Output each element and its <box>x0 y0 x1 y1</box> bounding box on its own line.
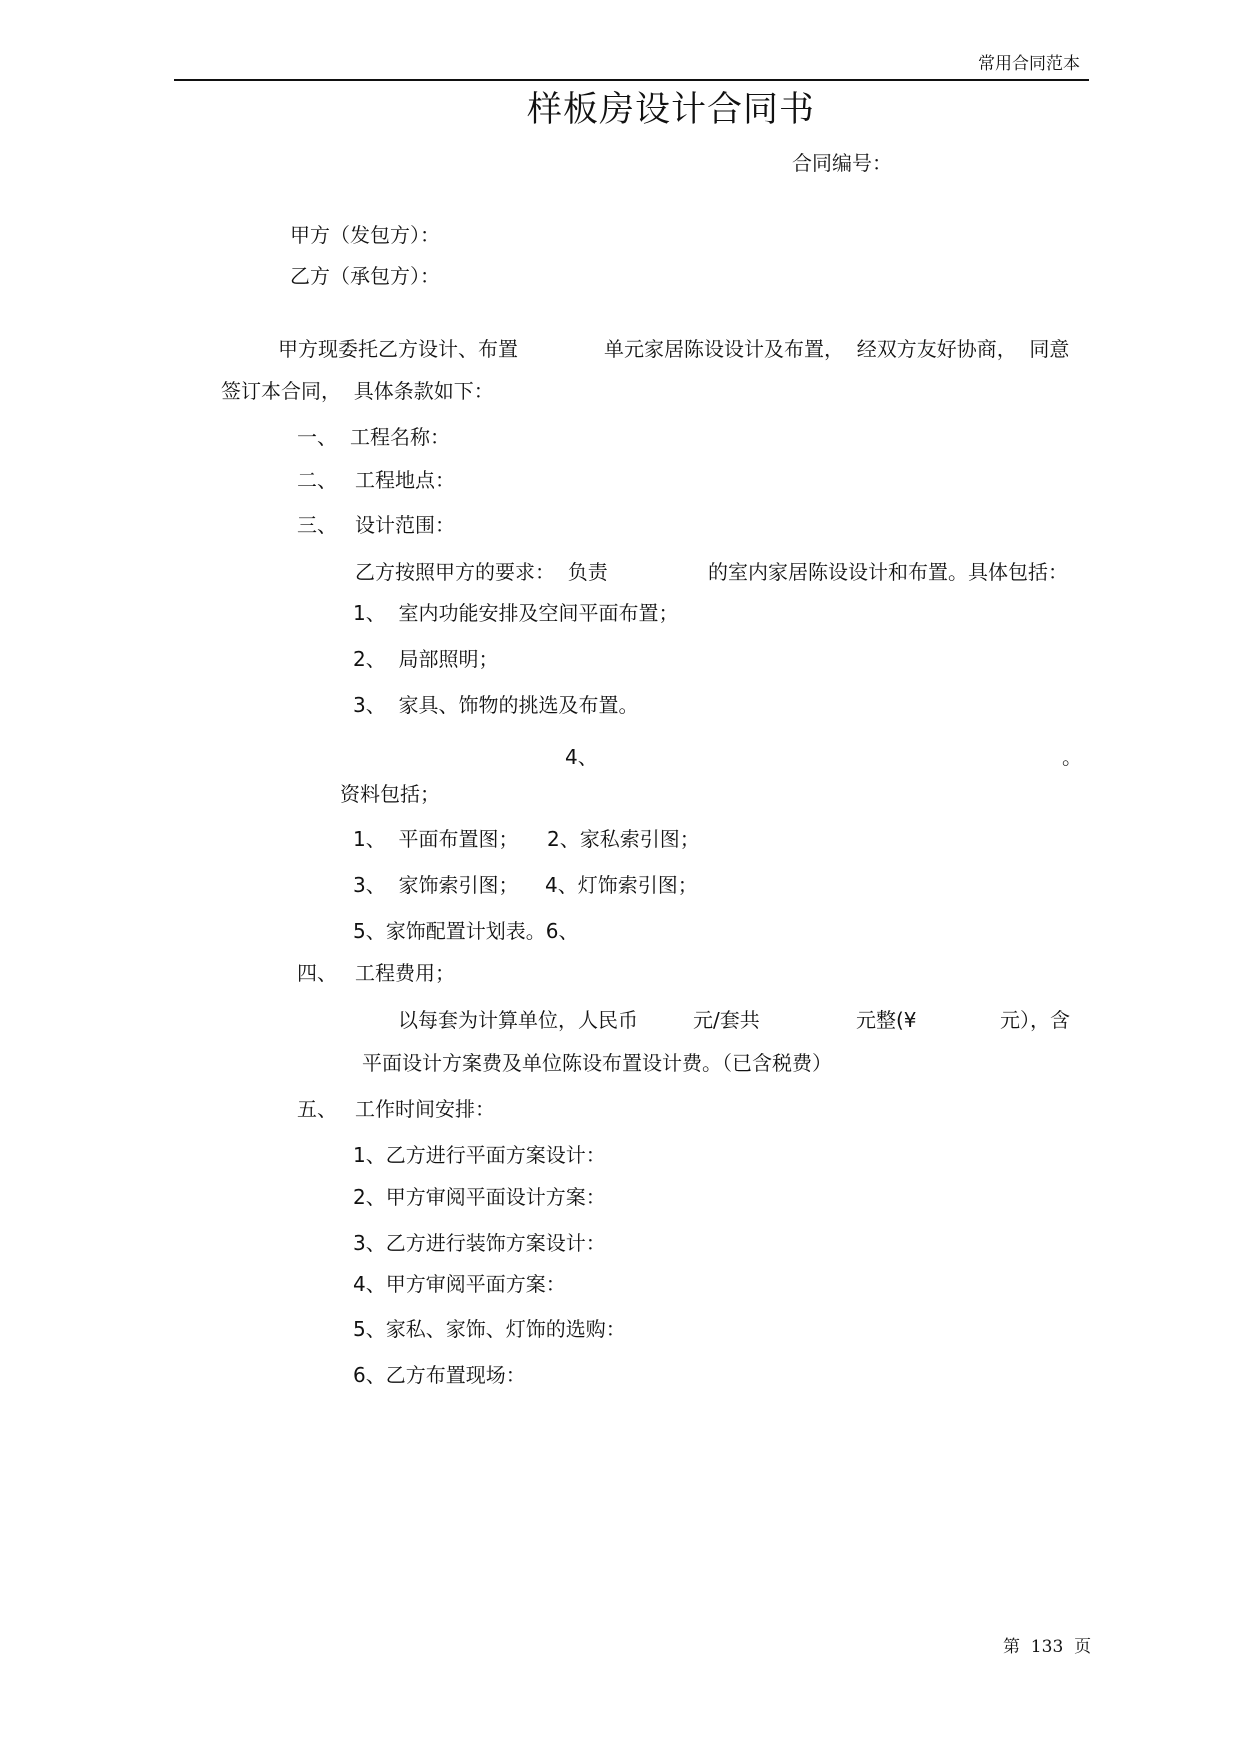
party-a-label: 甲方（发包方）： <box>290 223 440 247</box>
fee-text-line2: 平面设计方案费及单位陈设布置设计费。（已含税费） <box>362 1051 832 1075</box>
section-3-number: 三、 <box>297 513 337 537</box>
scope-item-4-end: 。 <box>1062 745 1082 769</box>
section-4-number: 四、 <box>297 961 337 985</box>
party-b-label: 乙方（承包方）： <box>290 264 440 288</box>
page-number: 第 133 页 <box>1003 1637 1092 1657</box>
materials-item: 3、 家饰索引图； <box>353 873 519 897</box>
section-2-title: 工程地点： <box>355 468 455 492</box>
scope-requirement-part1: 乙方按照甲方的要求： 负责 <box>355 560 608 584</box>
section-5-title: 工作时间安排： <box>355 1097 495 1121</box>
scope-item: 2、 局部照明； <box>353 647 499 671</box>
section-3-title: 设计范围： <box>355 513 455 537</box>
scope-requirement-part2: 的室内家居陈设设计和布置。具体包括： <box>708 560 1068 584</box>
schedule-item: 4、甲方审阅平面方案： <box>353 1272 566 1296</box>
scope-item-4-number: 4、 <box>565 745 598 769</box>
fee-text: 元/套共 <box>693 1008 760 1032</box>
section-2-number: 二、 <box>297 468 337 492</box>
contract-number-label: 合同编号： <box>792 151 892 175</box>
schedule-item: 2、甲方审阅平面设计方案： <box>353 1185 606 1209</box>
fee-text: 以每套为计算单位，人民币 <box>398 1008 638 1032</box>
header-divider <box>174 79 1089 81</box>
scope-item: 3、 家具、饰物的挑选及布置。 <box>353 693 639 717</box>
schedule-item: 6、乙方布置现场： <box>353 1363 526 1387</box>
intro-text-part2: 单元家居陈设设计及布置， 经双方友好协商， 同意 <box>604 337 1070 361</box>
materials-item: 4、灯饰索引图； <box>545 873 698 897</box>
materials-item: 1、 平面布置图； <box>353 827 519 851</box>
section-1-number: 一、 <box>297 425 337 449</box>
materials-item: 5、家饰配置计划表。6、 <box>353 919 579 943</box>
fee-text: 元整(¥ <box>856 1008 917 1032</box>
intro-text-part1: 甲方现委托乙方设计、布置 <box>278 337 518 361</box>
section-4-title: 工程费用； <box>355 961 455 985</box>
schedule-item: 5、家私、家饰、灯饰的选购： <box>353 1317 626 1341</box>
intro-text-line2: 签订本合同， 具体条款如下： <box>221 379 494 403</box>
document-title: 样板房设计合同书 <box>527 90 816 130</box>
section-5-number: 五、 <box>297 1097 337 1121</box>
schedule-item: 1、乙方进行平面方案设计： <box>353 1143 606 1167</box>
header-label: 常用合同范本 <box>978 54 1080 74</box>
schedule-item: 3、乙方进行装饰方案设计： <box>353 1231 606 1255</box>
section-1-title: 工程名称： <box>350 425 450 449</box>
scope-item: 1、 室内功能安排及空间平面布置； <box>353 601 679 625</box>
materials-item: 2、家私索引图； <box>547 827 700 851</box>
materials-label: 资料包括； <box>340 782 440 806</box>
fee-text: 元），含 <box>1000 1008 1070 1032</box>
